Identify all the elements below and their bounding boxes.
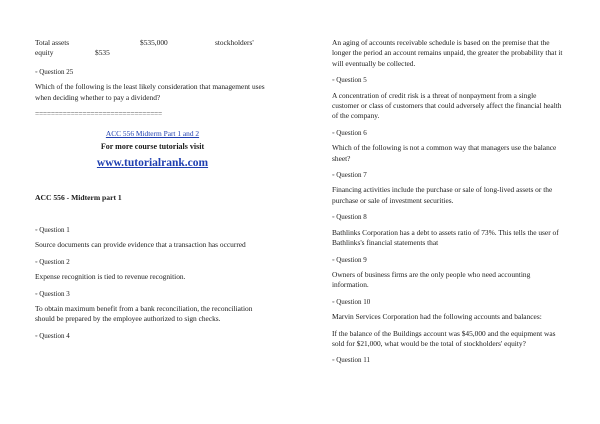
question-25-label: ◦ Question 25 [35,67,74,76]
question-10-label: ◦ Question 10 [332,297,371,306]
question-7-text: Financing activities include the purchase or sale of long-lived assets or the purchase or sale of investment securities. [332,185,553,205]
question-6-label: ◦ Question 6 [332,128,367,137]
total-assets-label: Total assets [35,38,70,47]
question-8-text: Bathlinks Corporation has a debt to assets ratio of 73%. This tells the user of Bathlinks's financial statements that [332,227,559,248]
question-2-text: Expense recognition is tied to revenue recognition. [35,272,186,282]
question-6-text: Which of the following is not a common way that managers use the balance sheet? [332,143,557,163]
equity-row [35,48,270,58]
question-2-label: ◦ Question 2 [35,257,70,266]
equity-value: $535 [95,48,110,58]
question-10-text: Marvin Services Corporation had the following accounts and balances: [332,312,542,322]
question-5-text: A concentration of credit risk is a threat of nonpayment from a single customer or class of customers that could adversely affect the financial health of the company. [332,90,562,121]
left-column [35,38,270,346]
question-1-text: Source documents can provide evidence that a transaction has occurred [35,240,246,250]
question-9-text: Owners of business firms are the only people who need accounting information. [332,269,531,290]
right-column [332,38,564,371]
promo-block [35,129,270,168]
question-1-label: ◦ Question 1 [35,226,70,235]
question-8-label: ◦ Question 8 [332,213,367,222]
total-assets-row [35,38,270,48]
promo-text: For more course tutorials visit [100,141,205,151]
question-3-label: ◦ Question 3 [35,289,70,298]
site-link[interactable]: www.tutorialrank.com [96,157,209,170]
total-assets-value: $535,000 [140,38,168,47]
question-7-label: ◦ Question 7 [332,171,367,180]
question-5-label: ◦ Question 5 [332,76,367,85]
equity-label: equity [35,48,54,58]
question-9-label: ◦ Question 9 [332,255,367,264]
stockholders-label: stockholders' [215,38,254,47]
question-11-label: ◦ Question 11 [332,356,370,365]
aging-text: An aging of accounts receivable schedule is based on the premise that the longer the period an account remains unpaid, the greater the probability that it will eventually be collected. [332,38,563,68]
course-link[interactable]: ACC 556 Midterm Part 1 and 2 [105,129,200,139]
separator-line: ================================ [35,109,162,118]
question-25-text: Which of the following is the least likely consideration that management uses when deciding whether to pay a dividend? [35,82,265,102]
question-3-text: To obtain maximum benefit from a bank reconciliation, the reconciliation should be prepared by the employee authorized to sign checks. [35,304,253,324]
question-4-label: ◦ Question 4 [35,331,70,340]
section-heading: ACC 556 - Midterm part 1 [35,192,122,202]
question-10-text-2: If the balance of the Buildings account was $45,000 and the equipment was sold for $21,000, what would be the total of stockholders' equity? [332,328,556,348]
